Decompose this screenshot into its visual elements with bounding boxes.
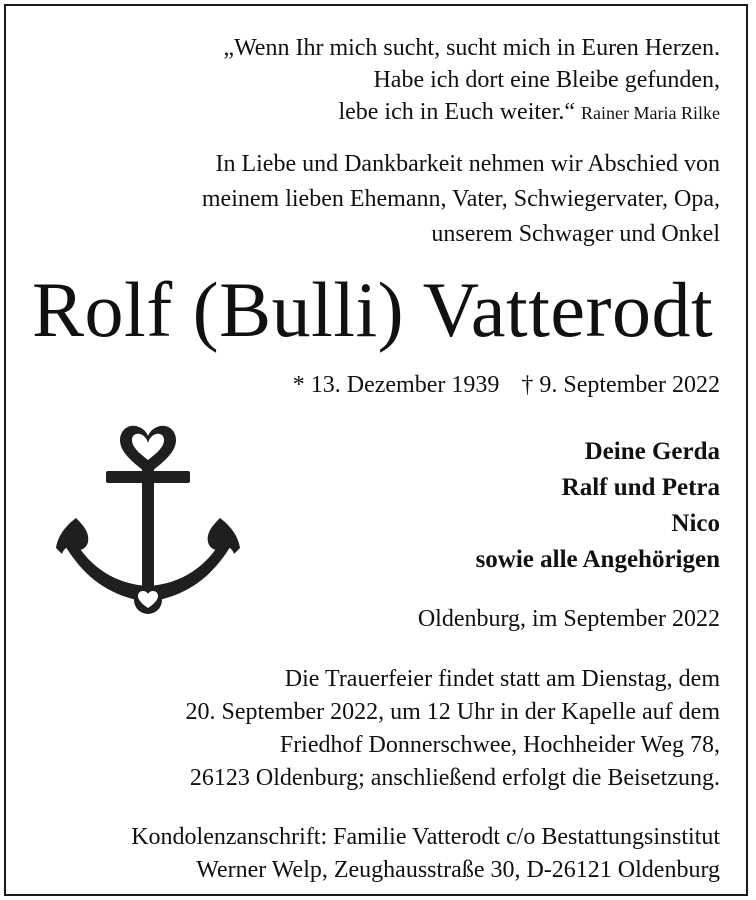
service-line: 20. September 2022, um 12 Uhr in der Kapelle auf dem xyxy=(185,699,720,725)
service-line: 26123 Oldenburg; anschließend erfolgt die Beisetzung. xyxy=(189,765,720,791)
mourner-line: sowie alle Angehörigen xyxy=(475,546,720,573)
service-line: Friedhof Donnerschwee, Hochheider Weg 78, xyxy=(279,732,720,758)
death-date: † 9. September 2022 xyxy=(521,372,720,398)
quote-author: Rainer Maria Rilke xyxy=(581,103,720,123)
quote-line: Habe ich dort eine Bleibe gefunden, xyxy=(373,67,720,93)
condolence-address xyxy=(131,821,720,887)
mourners-list xyxy=(476,434,720,578)
mourner-line: Deine Gerda xyxy=(584,438,720,465)
quote-line xyxy=(223,96,720,129)
life-dates xyxy=(293,370,720,400)
farewell-line: meinem lieben Ehemann, Vater, Schwiegervater, Opa, xyxy=(201,186,720,212)
anchor-heart-icon xyxy=(54,424,242,620)
farewell-line: In Liebe und Dankbarkeit nehmen wir Abschied von xyxy=(215,151,720,177)
mourner-line: Ralf und Petra xyxy=(561,474,720,501)
place-date: Oldenburg, im September 2022 xyxy=(417,606,720,632)
condolence-line: Werner Welp, Zeughausstraße 30, D-26121 Oldenburg xyxy=(196,857,720,883)
farewell-line: unserem Schwager und Onkel xyxy=(431,221,720,247)
quote-line-text: lebe ich in Euch weiter.“ xyxy=(338,99,576,125)
quote-line: „Wenn Ihr mich sucht, sucht mich in Euren Herzen. xyxy=(223,35,720,61)
obituary-notice xyxy=(4,4,748,896)
funeral-service-info xyxy=(185,663,720,795)
mourner-line: Nico xyxy=(671,510,720,537)
rilke-quote xyxy=(223,32,720,129)
deceased-name: Rolf (Bulli) Vatterodt xyxy=(32,266,714,353)
birth-date: * 13. Dezember 1939 xyxy=(292,372,500,398)
condolence-line: Kondolenzanschrift: Familie Vatterodt c/o Bestattungsinstitut xyxy=(131,824,720,850)
service-line: Die Trauerfeier findet statt am Dienstag, dem xyxy=(284,666,720,692)
farewell-text xyxy=(202,147,720,252)
